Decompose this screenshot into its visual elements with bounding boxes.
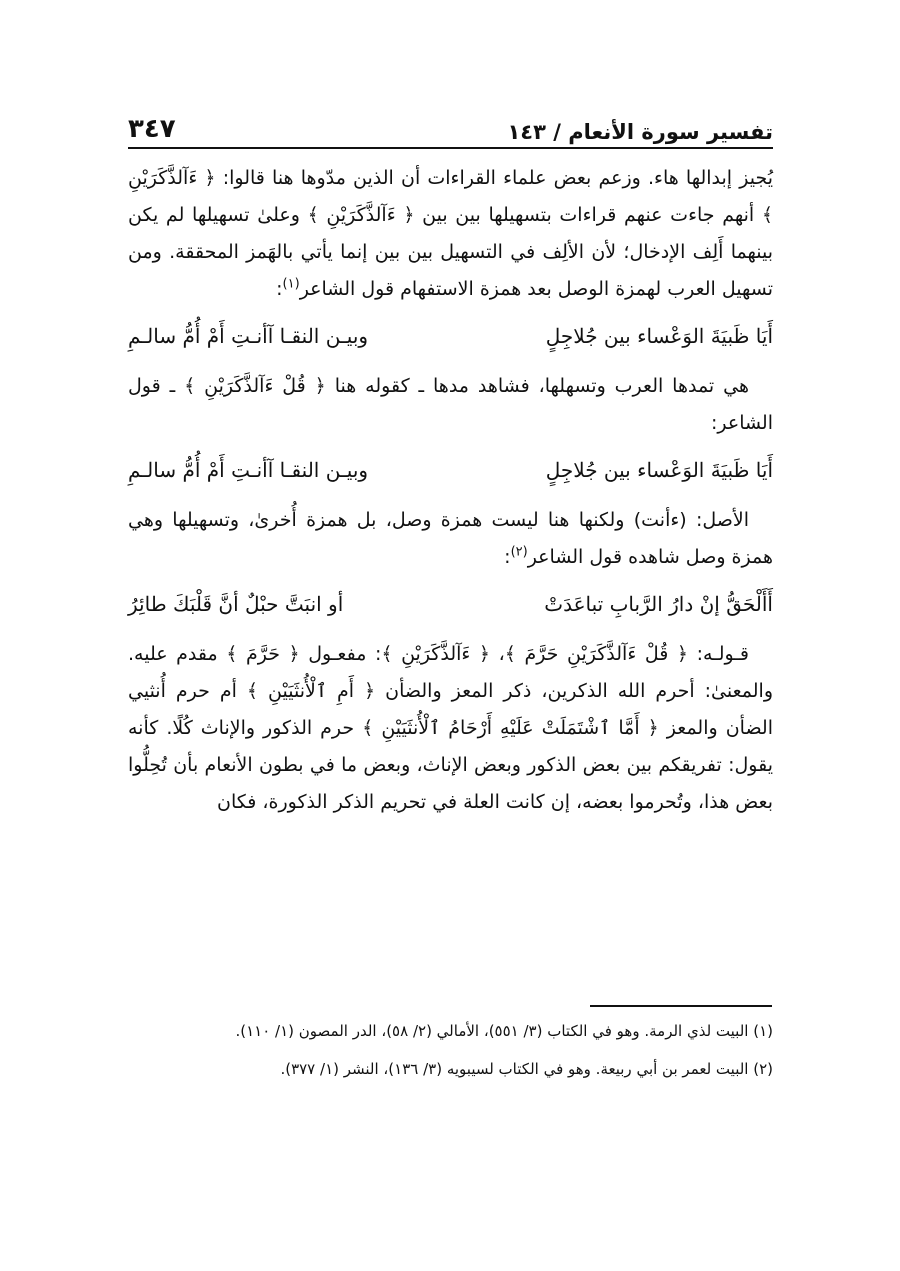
- verse-1: [128, 310, 773, 362]
- header-title: تفسير سورة الأنعام / ١٤٣: [507, 120, 773, 144]
- verse-2-second-hemistich: وبيـن النقـا آأنـتِ أَمْ أُمُّ سالـمِ: [128, 458, 369, 482]
- header-rule: [128, 147, 773, 149]
- paragraph-3-text: الأصل: (ءأنت) ولكنها هنا ليست همزة وصل، بل همزة أُخرىٰ، وتسهيلها وهي همزة وصل شاهده قول الشاعر: [128, 509, 773, 568]
- verse-2-first-hemistich: أَيَا ظَبيَةَ الوَعْساء بين جُلاجِلٍ: [545, 458, 773, 482]
- verse-2: [128, 444, 773, 496]
- verse-1-second-hemistich: وبيـن النقـا آأنـتِ أَمْ أُمُّ سالـمِ: [128, 324, 369, 348]
- footnote-ref-2[interactable]: (٢): [510, 544, 528, 560]
- verse-3: [128, 578, 773, 630]
- paragraph-3-end: :: [504, 546, 511, 568]
- paragraph-1: [128, 160, 773, 308]
- page-number: ٣٤٧: [128, 114, 176, 144]
- paragraph-1-end: :: [276, 278, 283, 300]
- footnote-separator: [590, 1005, 772, 1007]
- running-header: [128, 100, 773, 144]
- paragraph-3: [128, 502, 773, 576]
- main-text: [128, 160, 773, 821]
- verse-3-second-hemistich: أو انبَتَّ حبْلٌ أنَّ قَلْبَكَ طائِرُ: [128, 592, 344, 616]
- verse-1-first-hemistich: أَيَا ظَبيَةَ الوَعْساء بين جُلاجِلٍ: [545, 324, 773, 348]
- verse-3-first-hemistich: أَأَلْحَقُّ إنْ دارُ الرَّبابِ تباعَدَتْ: [544, 592, 773, 616]
- footnote-2: (٢) البيت لعمر بن أبي ربيعة. وهو في الكتاب لسيبويه (٣/ ١٣٦)، النشر (١/ ٣٧٧).: [280, 1060, 773, 1078]
- paragraph-4: قـولـه: ﴿ قُلْ ءَآلذَّكَرَيْنِ حَرَّمَ ﴾، ﴿ ءَآلذَّكَرَيْنِ ﴾: مفعـول ﴿ حَرَّمَ ﴾ مقدم عليه. والمعنىٰ: أحرم الله الذكرين، ذكر المعز والضأن ﴿ أَمِ ٱلْأُنثَيَيْنِ ﴾ أم حرم أُنثيي الضأن والمعز ﴿ أَمَّا ٱشْتَمَلَتْ عَلَيْهِ أَرْحَامُ ٱلْأُنثَيَيْنِ ﴾ حرم الذكور والإناث كُلًا. كأنه يقول: تفريقكم بين بعض الذكور وبعض الإناث، وبعض ما في بطون الأنعام بأن تُحِلُّوا بعض هذا، وتُحرموا بعضه، إن كانت العلة في تحريم الذكر الذكورة، فكان: [128, 643, 773, 813]
- footnotes: [128, 1016, 773, 1092]
- paragraph-1-text: يُجيز إبدالها هاء. وزعم بعض علماء القراءات أن الذين مدّوها هنا قالوا: ﴿ ءَآلذَّكَرَيْنِ ﴾ أنهم جاءت عنهم قراءات بتسهيلها بين بين ﴿ ءَآلذَّكَرَيْنِ ﴾ وعلىٰ تسهيلها لم يكن بينهما أَلِف الإدخال؛ لأن الألِف في التسهيل بين بين إنما يأتي بالهَمز المحققة. ومن تسهيل العرب لهمزة الوصل بعد همزة الاستفهام قول الشاعر: [128, 167, 773, 300]
- footnote-1: (١) البيت لذي الرمة. وهو في الكتاب (٣/ ٥٥١)، الأمالي (٢/ ٥٨)، الدر المصون (١/ ١١٠).: [235, 1022, 773, 1040]
- paragraph-2: هي تمدها العرب وتسهلها، فشاهد مدها ـ كقوله هنا ﴿ قُلْ ءَآلذَّكَرَيْنِ ﴾ ـ قول الشاعر:: [128, 375, 773, 434]
- footnote-ref-1[interactable]: (١): [282, 276, 300, 292]
